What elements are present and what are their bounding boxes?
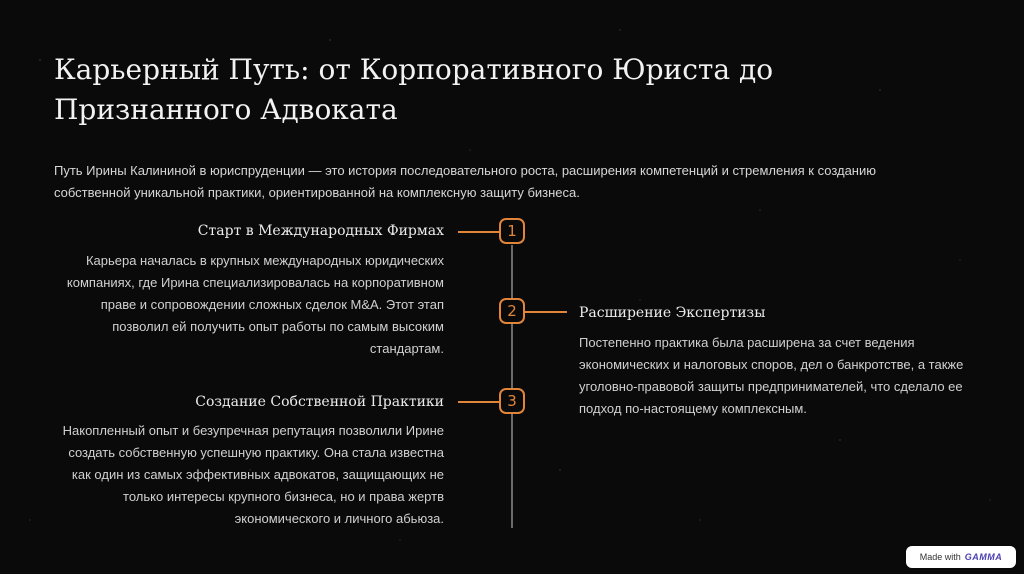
step-2-marker: 2 <box>499 298 525 324</box>
step-1-title: Старт в Международных Фирмах <box>197 223 444 239</box>
step-3-text: Накопленный опыт и безупречная репутация позволили Ирине создать собственную успешную практику. Она стала известна как один из самых эффективных адвокатов, защищающих не только интересы крупного бизнеса, но и права жертв экономического и личного абьюза. <box>62 423 444 526</box>
step-1-connector <box>458 231 499 233</box>
step-3-connector <box>458 401 499 403</box>
made-with-gamma-badge[interactable] <box>906 546 1016 568</box>
step-3-marker: 3 <box>499 388 525 414</box>
step-2-title: Расширение Экспертизы <box>579 305 766 321</box>
intro-paragraph: Путь Ирины Калининой в юриспруденции — это история последовательного роста, расширения компетенций и стремления к созданию собственной уникальной практики, ориентированной на комплексную защиту бизнеса. <box>54 163 877 200</box>
step-2-text: Постепенно практика была расширена за счет ведения экономических и налоговых споров, дел о банкротстве, а также уголовно-правовой защиты предпринимателей, что сделало ее подход по-настоящему комплексным. <box>579 335 964 416</box>
step-2-connector <box>525 311 567 313</box>
badge-prefix: Made with <box>919 552 961 562</box>
step-3-title: Создание Собственной Практики <box>195 394 444 410</box>
timeline-line <box>511 245 513 528</box>
step-1-marker: 1 <box>499 218 525 244</box>
gamma-logo: GAMMA <box>964 552 1003 562</box>
step-1-text: Карьера началась в крупных международных юридических компаниях, где Ирина специализировалась на корпоративном праве и сопровождении сложных сделок M&A. Этот этап позволил ей получить опыт работы по самым высоким стандартам. <box>66 253 444 356</box>
page-title: Карьерный Путь: от Корпоративного Юриста до Признанного Адвоката <box>54 53 774 126</box>
